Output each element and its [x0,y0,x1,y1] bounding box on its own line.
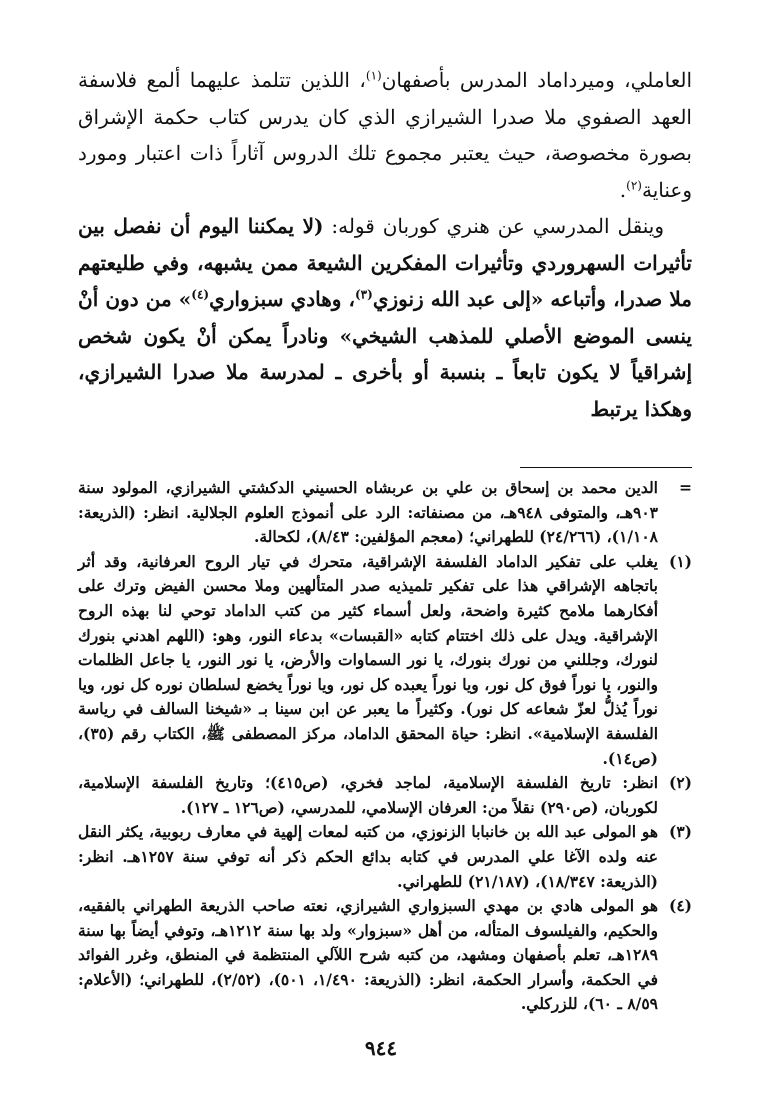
footnote-item [78,820,692,894]
footnote-ref-4: (٤) [191,287,210,302]
para1-text: العاملي، وميرداماد المدرس بأصفهان [381,68,693,92]
footnote-mark: (٣) [668,822,692,842]
footnote-text: الدين محمد بن إسحاق بن علي بن عربشاه الحسيني الدكشتي الشيرازي، المولود سنة ٩٠٣هـ، والمتوفى ٩٤٨هـ، من مصنفاته: الرد على أنموذج العلوم الجلالية. انظر: (الذريعة: ١/١٠٨)، (٢٤/٢٦٦) للطهراني؛ (معجم المؤلفين: ٨/٤٣)، لكحالة. [78,478,659,547]
footnote-text: هو المولى عبد الله بن خانبابا الزنوزي، من كتبه لمعات إلهية في معارف ربوبية، يكثر النقل عنه ولده الآغا علي المدرس في كتابه بدائع الحكم ذكر أنه توفي سنة ١٢٥٧هـ. انظر: (الذريعة: ١٨/٣٤٧)، (٢١/١٨٧) للطهراني. [78,822,658,891]
footnote-ref-3: (٣) [354,287,373,302]
main-text [78,62,692,427]
footnote-text: انظر: تاريخ الفلسفة الإسلامية، لماجد فخري، (ص٤١٥)؛ وتاريخ الفلسفة الإسلامية، لكوربان، (ص٢٩٠) نقلاً من: العرفان الإسلامي، للمدرسي، (ص١٢٦ ـ ١٢٧). [78,773,659,817]
para1-end: . [619,177,627,202]
footnote-item [78,476,692,550]
footnote-ref-2: (٢) [626,177,642,192]
footnote-mark: (٢) [668,773,692,793]
footnote-divider [520,467,692,468]
footnote-item [78,894,692,1017]
para2-quote-c: » من دون أنْ ينسى الموضع الأصلي للمذهب الشيخي» ونادراً يمكن أنْ يكون شخص إشراقياً لا يكون تابعاً ـ بنسبة أو بأخرى ـ لمدرسة ملا صدرا الشيرازي، وهكذا يرتبط [78,287,692,421]
footnote-mark: (١) [668,551,692,571]
footnotes [78,476,692,1017]
footnote-text: يغلب على تفكير الداماد الفلسفة الإشراقية، متحرك في تيار الروح العرفانية، وقد أثر باتجاهه الإشراقي هذا على تفكير تلميذيه صدر المتألهين وملا محسن الفيض وترك على أفكارهما ملامح كثيرة واضحة، ولعل أسماء كثير من كتب الداماد توحي لنا بهذه الروح الإشراقية. ويدل على ذلك اختتام كتابه «القبسات» بدعاء النور، وهو: (اللهم اهدني بنورك لنورك، وجللني من نورك بنورك، يا نور السماوات والأرض، يا نور النور، يا جاعل الظلمات والنور، يا نوراً فوق كل نور، ويا نوراً يعبده كل نور، ويا نوراً يخضع لسلطان نوره كل نور، ويا نوراً يُذلُّ لعزّ شعاعه كل نور). وكثيراً ما يعبر عن ابن سينا بـ «شيخنا السالف في رياسة الفلسفة الإسلامية». انظر: حياة المحقق الداماد، مركز المصطفى ﷺ، الكتاب رقم (٣٥)، (ص١٤). [78,551,658,768]
paragraph-1 [78,62,692,208]
footnote-text: هو المولى هادي بن مهدي السبزواري الشيرازي، نعته صاحب الذريعة الطهراني بالفقيه، والحكيم، والفيلسوف المتأله، من أهل «سبزوار» ولد بها سنة ١٢١٢هـ، وتوفي أيضاً بها سنة ١٢٨٩هـ، تعلم بأصفهان ومشهد، من كتبه شرح اللآلي المنتظمة في المنطق، وغرر الفوائد في الحكمة، وأسرار الحكمة، انظر: (الذريعة: ١/٤٩٠، ٥٠١)، (٢/٥٢)، للطهراني؛ (الأعلام: ٨/٥٩ ـ ٦٠)، للزركلي. [78,896,658,1014]
page-number: ٩٤٤ [364,1036,398,1060]
para2-intro: وينقل المدرسي عن هنري كوربان قوله: [323,214,664,238]
footnote-mark: (٤) [668,896,692,916]
paragraph-2 [78,208,692,427]
page-content [78,62,693,1014]
para1-text-b: ، اللذين تتلمذ عليهما ألمع فلاسفة العهد الصفوي ملا صدرا الشيرازي الذي كان يدرس كتاب حكمة الإشراق بصورة مخصوصة، حيث يعتبر مجموع تلك الدروس آثاراً ذات اعتبار ومورد وعناية [78,68,692,202]
footnote-ref-1: (١) [365,68,382,83]
footnote-item [78,771,692,820]
footnote-item [78,550,692,771]
para2-quote-a: (لا يمكننا اليوم أن نفصل بين تأثيرات السهروردي وتأثيرات المفكرين الشيعة ممن يشبهه، وفي طليعتهم ملا صدرا، وأتباعه «إلى عبد الله زنوزي [78,214,692,311]
footnote-mark: = [679,478,692,497]
para2-quote-b: ، وهادي سبزواري [209,287,355,311]
